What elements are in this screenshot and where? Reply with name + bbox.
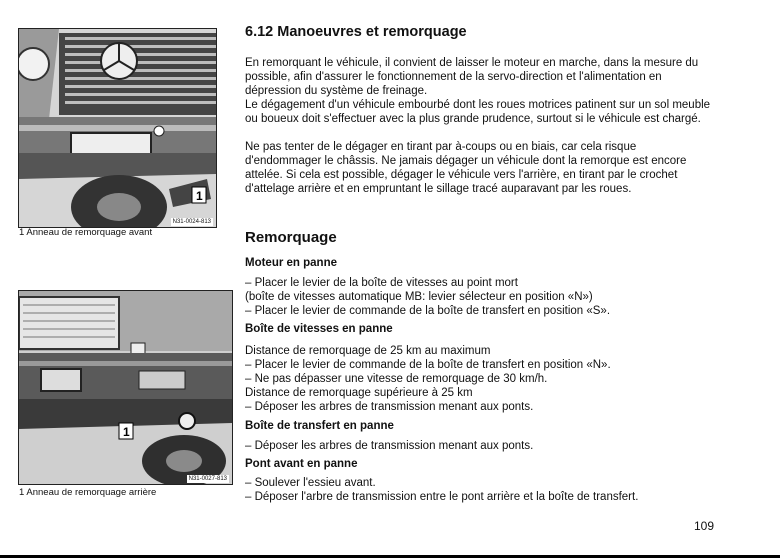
figure-caption-rear: 1 Anneau de remorquage arrière [19, 487, 157, 498]
list-item: (boîte de vitesses automatique MB: levier sélecteur en position «N») [245, 291, 593, 303]
paragraph-3: Ne pas tenter de le dégager en tirant par à-coups ou en biais, car cela risque d'endommager le châssis. Ne jamais dégager un véhicule dont la remorque est encore attelée. Si cela est possible, dégager le véhicule vers l'arrière, en tirant par le crochet d'attelage arrière et en empruntant le sillage tracé auparavant par les roues. [245, 141, 687, 195]
list-item: – Placer le levier de commande de la boîte de transfert en position «N». [245, 359, 611, 371]
list-item: – Déposer les arbres de transmission menant aux ponts. [245, 440, 534, 452]
pont-heading: Pont avant en panne [245, 458, 358, 470]
remorquage-heading: Remorquage [245, 229, 337, 246]
list-item: – Déposer l'arbre de transmission entre le pont arrière et la boîte de transfert. [245, 491, 639, 503]
section-title: 6.12 Manoeuvres et remorquage [245, 24, 467, 40]
rear-towing-eye-figure [18, 290, 233, 485]
paragraph-2: Le dégagement d'un véhicule embourbé dont les roues motrices patinent sur un sol meuble ou boueux doit s'effectuer avec la plus grande prudence, surtout si le véhicule est chargé. [245, 99, 711, 125]
list-item: – Placer le levier de la boîte de vitesses au point mort [245, 277, 518, 289]
list-item: – Placer le levier de commande de la boîte de transfert en position «S». [245, 305, 611, 317]
marker-1: 1 [123, 425, 130, 439]
list-item: Distance de remorquage de 25 km au maximum [245, 345, 491, 357]
boite-heading: Boîte de vitesses en panne [245, 323, 393, 335]
moteur-heading: Moteur en panne [245, 257, 338, 269]
figure-code: N31-0024-813 [172, 219, 211, 225]
list-item: – Soulever l'essieu avant. [245, 477, 376, 489]
front-bumper-illustration [19, 29, 216, 227]
transfert-heading: Boîte de transfert en panne [245, 420, 394, 432]
page-number: 109 [694, 519, 715, 533]
front-towing-eye-figure [18, 28, 217, 228]
list-item: – Déposer les arbres de transmission menant aux ponts. [245, 401, 534, 413]
figure-caption-front: 1 Anneau de remorquage avant [19, 227, 153, 238]
list-item: – Ne pas dépasser une vitesse de remorquage de 30 km/h. [245, 373, 548, 385]
list-item: Distance de remorquage supérieure à 25 km [245, 387, 473, 399]
rear-bumper-illustration [19, 291, 232, 484]
figure-code: N31-0027-813 [188, 476, 227, 482]
marker-1: 1 [196, 189, 203, 203]
paragraph-1: En remorquant le véhicule, il convient de laisser le moteur en marche, dans la mesure du possible, afin d'assurer le fonctionnement de la servo-direction et l'alimentation en dépression du système de freinage. [245, 57, 699, 97]
